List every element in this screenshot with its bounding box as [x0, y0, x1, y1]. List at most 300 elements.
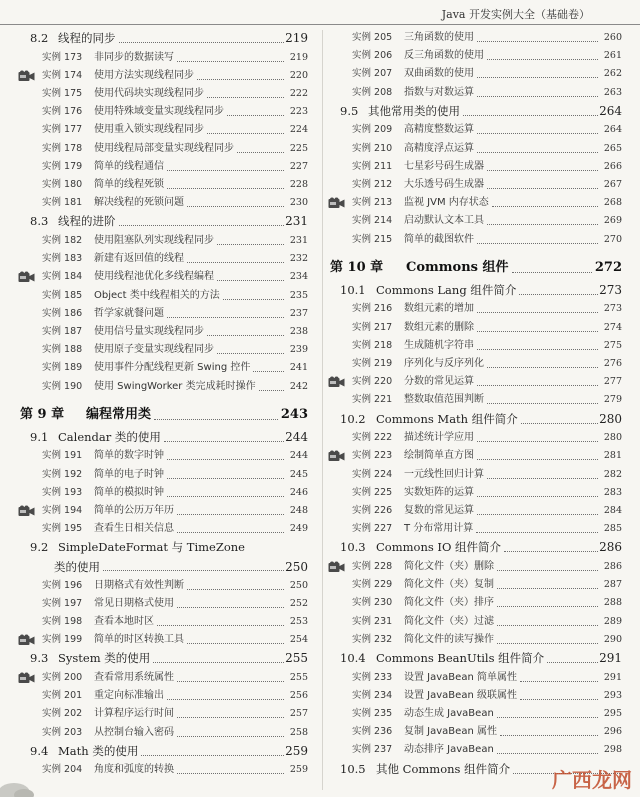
example-number: 实例 185: [42, 289, 83, 301]
toc-example-entry[interactable]: [330, 577, 622, 593]
toc-example-entry[interactable]: [330, 670, 622, 686]
toc-section-entry[interactable]: [330, 282, 622, 298]
page-number: 290: [603, 633, 622, 645]
dot-leader: [167, 478, 284, 479]
entry-title: 计算程序运行时间: [94, 708, 174, 720]
entry-title: 哲学家就餐问题: [94, 307, 164, 319]
toc-section-entry[interactable]: [20, 429, 308, 445]
chapter-number: 第 9 章: [20, 406, 65, 422]
page-number: 228: [289, 179, 308, 190]
chapter-number: 第 10 章: [330, 259, 384, 275]
toc-example-entry[interactable]: [330, 301, 622, 317]
example-number: 实例 178: [42, 142, 83, 154]
page-number: 257: [289, 708, 308, 720]
section-number: 10.2: [340, 411, 366, 426]
entry-title: 简单的线程通信: [94, 160, 164, 172]
toc-example-entry[interactable]: [330, 467, 622, 483]
dot-leader: [477, 349, 598, 350]
toc-example-entry[interactable]: [330, 614, 622, 630]
toc-example-entry[interactable]: [330, 356, 622, 372]
dot-leader: [512, 272, 593, 273]
page-number: 264: [599, 103, 622, 118]
toc-example-entry[interactable]: [20, 706, 308, 722]
page-number: 287: [603, 579, 622, 591]
example-number: 实例 207: [352, 68, 393, 80]
dot-leader: [497, 717, 598, 718]
toc-example-entry[interactable]: [330, 48, 622, 64]
toc-example-entry[interactable]: [20, 379, 308, 395]
video-icon: [328, 450, 345, 462]
toc-example-entry[interactable]: [330, 122, 622, 138]
dot-leader: [487, 188, 598, 189]
entry-title: 设置 JavaBean 级联属性: [404, 689, 517, 701]
page-number: 283: [603, 486, 622, 498]
entry-title: 分数的常见运算: [404, 376, 474, 388]
page-number: 220: [289, 69, 308, 81]
video-icon: [18, 672, 35, 684]
dot-leader: [177, 61, 284, 62]
entry-title: 数组元素的删除: [404, 321, 474, 333]
entry-title: 高精度浮点运算: [404, 142, 474, 154]
dot-leader: [487, 224, 598, 225]
toc-example-entry[interactable]: [330, 724, 622, 740]
video-icon: [328, 561, 345, 573]
page-number: 286: [603, 561, 622, 572]
page-number: 280: [603, 432, 622, 444]
entry-title: 使用线程池优化多线程编程: [94, 271, 214, 283]
example-number: 实例 219: [352, 358, 393, 369]
entry-title: 使用重入锁实现线程同步: [94, 124, 204, 136]
page-number: 274: [603, 321, 622, 333]
example-number: 实例 225: [352, 486, 393, 498]
toc-section-entry[interactable]: [330, 650, 622, 666]
dot-leader: [487, 59, 598, 60]
video-icon: [328, 197, 345, 209]
video-icon: [328, 376, 345, 388]
entry-title: 大乐透号码生成器: [404, 179, 484, 190]
example-number: 实例 201: [42, 690, 83, 702]
dot-leader: [187, 262, 284, 263]
dot-leader: [477, 312, 598, 313]
example-number: 实例 191: [42, 450, 83, 462]
toc-example-entry[interactable]: [20, 324, 308, 340]
dot-leader: [141, 755, 284, 756]
dot-leader: [497, 643, 598, 644]
toc-example-entry[interactable]: [330, 320, 622, 336]
toc-example-entry[interactable]: [20, 578, 308, 594]
page-number: 227: [289, 160, 308, 172]
page-number: 241: [289, 362, 308, 374]
dot-leader: [519, 294, 598, 295]
entry-title: 启动默认文本工具: [404, 215, 484, 227]
entry-title: 解决线程的死锁问题: [94, 197, 184, 209]
dot-leader: [497, 625, 598, 626]
page-number: 280: [599, 411, 622, 426]
dot-leader: [167, 496, 284, 497]
example-number: 实例 206: [352, 50, 393, 62]
entry-title: 简化文件（夹）排序: [404, 597, 494, 609]
toc-example-entry[interactable]: [330, 392, 622, 408]
example-number: 实例 197: [42, 597, 83, 609]
example-number: 实例 189: [42, 362, 83, 374]
entry-title: 指数与对数运算: [404, 86, 474, 98]
example-number: 实例 215: [352, 233, 393, 245]
entry-title: 简单的线程死锁: [94, 179, 164, 190]
entry-title: 使用线程局部变量实现线程同步: [94, 142, 234, 154]
toc-example-entry[interactable]: [20, 306, 308, 322]
toc-example-entry[interactable]: [20, 632, 308, 648]
example-number: 实例 195: [42, 523, 83, 535]
dot-leader: [187, 206, 284, 207]
toc-example-entry[interactable]: [20, 725, 308, 741]
page-number: 281: [603, 450, 622, 462]
page-number: 256: [289, 690, 308, 702]
dot-leader: [187, 643, 284, 644]
page-number: 234: [289, 271, 308, 283]
section-number: 9.3: [30, 651, 49, 666]
page-number: 268: [603, 197, 622, 209]
entry-title: 简化文件（夹）复制: [404, 579, 494, 591]
page-number: 252: [289, 597, 308, 609]
entry-title: 三角函数的使用: [404, 32, 474, 43]
entry-title: 序列化与反序列化: [404, 358, 484, 369]
page-number: 273: [603, 303, 622, 315]
page-number: 245: [289, 468, 308, 480]
toc-section-continuation[interactable]: [20, 559, 308, 575]
page-number: 285: [603, 523, 622, 535]
entry-title: 生成随机字符串: [404, 339, 474, 351]
toc-example-entry[interactable]: [20, 503, 308, 519]
dot-leader: [492, 206, 598, 207]
section-number: 9.5: [340, 103, 359, 118]
toc-example-entry[interactable]: [20, 86, 308, 102]
toc-example-entry[interactable]: [330, 177, 622, 193]
entry-title: 双曲函数的使用: [404, 68, 474, 80]
dot-leader: [217, 353, 284, 354]
example-number: 实例 193: [42, 486, 83, 498]
toc-example-entry[interactable]: [330, 706, 622, 722]
page-number: 224: [289, 124, 308, 136]
dot-leader: [477, 331, 598, 332]
toc-example-entry[interactable]: [20, 141, 308, 157]
example-number: 实例 218: [352, 339, 393, 351]
toc-example-entry[interactable]: [330, 30, 622, 46]
toc-example-entry[interactable]: [330, 448, 622, 464]
entry-title: 非同步的数据读写: [94, 51, 174, 63]
dot-leader: [497, 570, 598, 571]
page-number: 279: [603, 394, 622, 406]
toc-example-entry[interactable]: [20, 614, 308, 630]
dot-leader: [500, 735, 598, 736]
example-number: 实例 229: [352, 579, 393, 591]
toc-section-entry[interactable]: [20, 30, 308, 46]
example-number: 实例 210: [352, 142, 393, 154]
example-number: 实例 199: [42, 634, 83, 646]
dot-leader: [477, 77, 598, 78]
toc-example-entry[interactable]: [330, 338, 622, 354]
toc-example-entry[interactable]: [330, 503, 622, 519]
entry-title: 高精度整数运算: [404, 124, 474, 136]
page-number: 266: [603, 160, 622, 172]
toc-chapter-entry[interactable]: [330, 260, 622, 276]
entry-title: 重定向标准输出: [94, 690, 164, 702]
toc-example-entry[interactable]: [20, 448, 308, 464]
example-number: 实例 176: [42, 106, 83, 118]
entry-title: 绘制简单直方图: [404, 450, 474, 462]
entry-title: 数组元素的增加: [404, 303, 474, 315]
dot-leader: [487, 403, 598, 404]
entry-title: Object 类中线程相关的方法: [94, 289, 220, 301]
page-number: 262: [603, 68, 622, 80]
example-number: 实例 236: [352, 726, 393, 738]
video-icon: [18, 70, 35, 82]
entry-title: Math 类的使用: [58, 743, 139, 758]
dot-leader: [167, 188, 284, 189]
dot-leader: [487, 170, 598, 171]
toc-section-entry[interactable]: [20, 539, 308, 555]
entry-title: Commons IO 组件简介: [376, 540, 502, 555]
page-number: 242: [289, 380, 308, 392]
page-corner-smudge: [0, 769, 40, 797]
toc-example-entry[interactable]: [20, 688, 308, 704]
page-number: 255: [289, 672, 308, 683]
dot-leader: [217, 244, 284, 245]
page-number: 246: [289, 486, 308, 498]
toc-example-entry[interactable]: [20, 467, 308, 483]
entry-title: 简化文件（夹）删除: [404, 561, 494, 572]
dot-leader: [463, 115, 598, 116]
page-number: 238: [289, 326, 308, 337]
dot-leader: [177, 681, 284, 682]
section-number: 9.2: [30, 540, 49, 555]
example-number: 实例 182: [42, 235, 83, 246]
entry-title: 角度和弧度的转换: [94, 764, 174, 776]
toc-example-entry[interactable]: [20, 159, 308, 175]
dot-leader: [187, 589, 284, 590]
dot-leader: [237, 152, 284, 153]
toc-example-entry[interactable]: [20, 269, 308, 285]
toc-example-entry[interactable]: [330, 742, 622, 758]
entry-title: 从控制台输入密码: [94, 726, 174, 738]
watermark-logo: 广西龙网: [552, 768, 632, 792]
page-number: 244: [285, 429, 308, 444]
dot-leader: [103, 570, 284, 571]
toc-example-entry[interactable]: [20, 68, 308, 84]
dot-leader: [547, 662, 598, 663]
toc-section-entry[interactable]: [20, 650, 308, 666]
dot-leader: [167, 317, 284, 318]
entry-title: 简单的截图软件: [404, 233, 474, 245]
toc-example-entry[interactable]: [20, 233, 308, 249]
page-number: 261: [603, 50, 622, 62]
page-number: 289: [603, 615, 622, 627]
example-number: 实例 231: [352, 615, 393, 627]
page-number: 273: [599, 282, 622, 297]
example-number: 实例 188: [42, 344, 83, 356]
example-number: 实例 186: [42, 307, 83, 319]
toc-example-entry[interactable]: [330, 213, 622, 229]
entry-title: 编程常用类: [86, 406, 152, 422]
page-number: 232: [289, 253, 308, 265]
page-number: 291: [603, 671, 622, 683]
dot-leader: [477, 243, 598, 244]
page-number: 269: [603, 215, 622, 227]
example-number: 实例 226: [352, 505, 393, 516]
toc-example-entry[interactable]: [20, 762, 308, 778]
entry-title: SimpleDateFormat 与 TimeZone: [58, 540, 245, 555]
example-number: 实例 213: [352, 197, 393, 209]
page-number: 260: [603, 32, 622, 43]
toc-section-entry[interactable]: [330, 539, 622, 555]
example-number: 实例 181: [42, 197, 83, 209]
toc-example-entry[interactable]: [20, 288, 308, 304]
toc-example-entry[interactable]: [20, 485, 308, 501]
toc-example-entry[interactable]: [330, 232, 622, 248]
toc-example-entry[interactable]: [330, 632, 622, 648]
toc-example-entry[interactable]: [20, 251, 308, 267]
example-number: 实例 208: [352, 86, 393, 98]
toc-example-entry[interactable]: [20, 50, 308, 66]
dot-leader: [177, 532, 284, 533]
video-icon: [18, 634, 35, 646]
dot-leader: [487, 367, 598, 368]
dot-leader: [197, 79, 284, 80]
page-number: 231: [285, 214, 308, 229]
dot-leader: [157, 625, 284, 626]
entry-title: 线程的同步: [58, 31, 116, 45]
page-number: 219: [285, 31, 308, 45]
example-number: 实例 192: [42, 468, 83, 480]
dot-leader: [164, 441, 284, 442]
example-number: 实例 174: [42, 69, 83, 81]
toc-example-entry[interactable]: [330, 159, 622, 175]
example-number: 实例 177: [42, 124, 83, 136]
toc-example-entry[interactable]: [330, 195, 622, 211]
example-number: 实例 204: [42, 764, 83, 776]
entry-title: 简单的公历万年历: [94, 505, 174, 516]
toc-example-entry[interactable]: [330, 66, 622, 82]
toc-example-entry[interactable]: [330, 595, 622, 611]
toc-example-entry[interactable]: [20, 360, 308, 376]
toc-example-entry[interactable]: [20, 104, 308, 120]
toc-example-entry[interactable]: [20, 521, 308, 537]
example-number: 实例 235: [352, 708, 393, 719]
toc-section-entry[interactable]: [20, 213, 308, 229]
page-number: 291: [599, 651, 622, 665]
example-number: 实例 187: [42, 326, 83, 337]
page-number: 277: [603, 376, 622, 388]
example-number: 实例 237: [352, 744, 393, 756]
entry-title: 类的使用: [54, 560, 100, 574]
example-number: 实例 196: [42, 579, 83, 591]
page-number: 248: [289, 505, 308, 516]
example-number: 实例 216: [352, 303, 393, 315]
dot-leader: [207, 97, 284, 98]
toc-example-entry[interactable]: [330, 430, 622, 446]
entry-title: 描述统计学应用: [404, 432, 474, 444]
book-title: Java 开发实例大全（基础卷）: [441, 8, 590, 21]
toc-example-entry[interactable]: [20, 596, 308, 612]
toc-example-entry[interactable]: [330, 485, 622, 501]
example-number: 实例 183: [42, 253, 83, 265]
page-number: 296: [603, 726, 622, 738]
toc-example-entry[interactable]: [330, 141, 622, 157]
example-number: 实例 200: [42, 672, 83, 683]
toc-section-entry[interactable]: [330, 103, 622, 119]
toc-example-entry[interactable]: [20, 177, 308, 193]
page-number: 250: [289, 579, 308, 591]
toc-example-entry[interactable]: [20, 670, 308, 686]
example-number: 实例 221: [352, 394, 393, 406]
entry-title: 其他常用类的使用: [368, 103, 460, 118]
dot-leader: [227, 115, 284, 116]
page-number: 254: [289, 634, 308, 646]
toc-example-entry[interactable]: [330, 85, 622, 101]
toc-example-entry[interactable]: [20, 195, 308, 211]
toc-section-entry[interactable]: [20, 743, 308, 759]
page-number: 284: [603, 505, 622, 516]
entry-title: 简单的电子时钟: [94, 468, 164, 480]
section-number: 10.4: [340, 651, 366, 665]
toc-example-entry[interactable]: [330, 688, 622, 704]
dot-leader: [477, 496, 598, 497]
page-number: 259: [289, 764, 308, 776]
dot-leader: [119, 225, 285, 226]
page-number: 253: [289, 616, 308, 627]
entry-title: 简单的模拟时钟: [94, 486, 164, 498]
dot-leader: [177, 717, 284, 718]
example-number: 实例 230: [352, 597, 393, 609]
dot-leader: [154, 419, 278, 420]
entry-title: 简化文件的读写操作: [404, 633, 494, 645]
toc-example-entry[interactable]: [20, 122, 308, 138]
page-header: [0, 0, 640, 25]
toc-example-entry[interactable]: [20, 342, 308, 358]
toc-example-entry[interactable]: [330, 374, 622, 390]
example-number: 实例 175: [42, 88, 83, 99]
entry-title: Commons Lang 组件简介: [376, 282, 517, 297]
example-number: 实例 202: [42, 708, 83, 720]
page-number: 225: [289, 142, 308, 154]
dot-leader: [177, 773, 284, 774]
dot-leader: [477, 514, 598, 515]
entry-title: 使用阻塞队列实现线程同步: [94, 235, 214, 246]
example-number: 实例 209: [352, 124, 393, 136]
dot-leader: [207, 335, 284, 336]
entry-title: 常见日期格式使用: [94, 597, 174, 609]
toc-example-entry[interactable]: [330, 521, 622, 537]
dot-leader: [177, 514, 284, 515]
entry-title: 使用原子变量实现线程同步: [94, 344, 214, 356]
example-number: 实例 233: [352, 671, 393, 683]
entry-title: T 分布常用计算: [404, 523, 474, 535]
entry-title: 整数取值范围判断: [404, 394, 484, 406]
dot-leader: [477, 459, 598, 460]
dot-leader: [521, 423, 598, 424]
entry-title: 简单的时区转换工具: [94, 634, 184, 646]
dot-leader: [477, 441, 598, 442]
toc-section-entry[interactable]: [330, 411, 622, 427]
toc-chapter-entry[interactable]: [20, 407, 308, 423]
example-number: 实例 220: [352, 376, 393, 388]
entry-title: 反三角函数的使用: [404, 50, 484, 62]
page-number: 288: [603, 597, 622, 609]
entry-title: System 类的使用: [58, 651, 151, 666]
dot-leader: [167, 699, 284, 700]
example-number: 实例 205: [352, 32, 393, 43]
toc-example-entry[interactable]: [330, 559, 622, 575]
entry-title: 新建有返回值的线程: [94, 253, 184, 265]
